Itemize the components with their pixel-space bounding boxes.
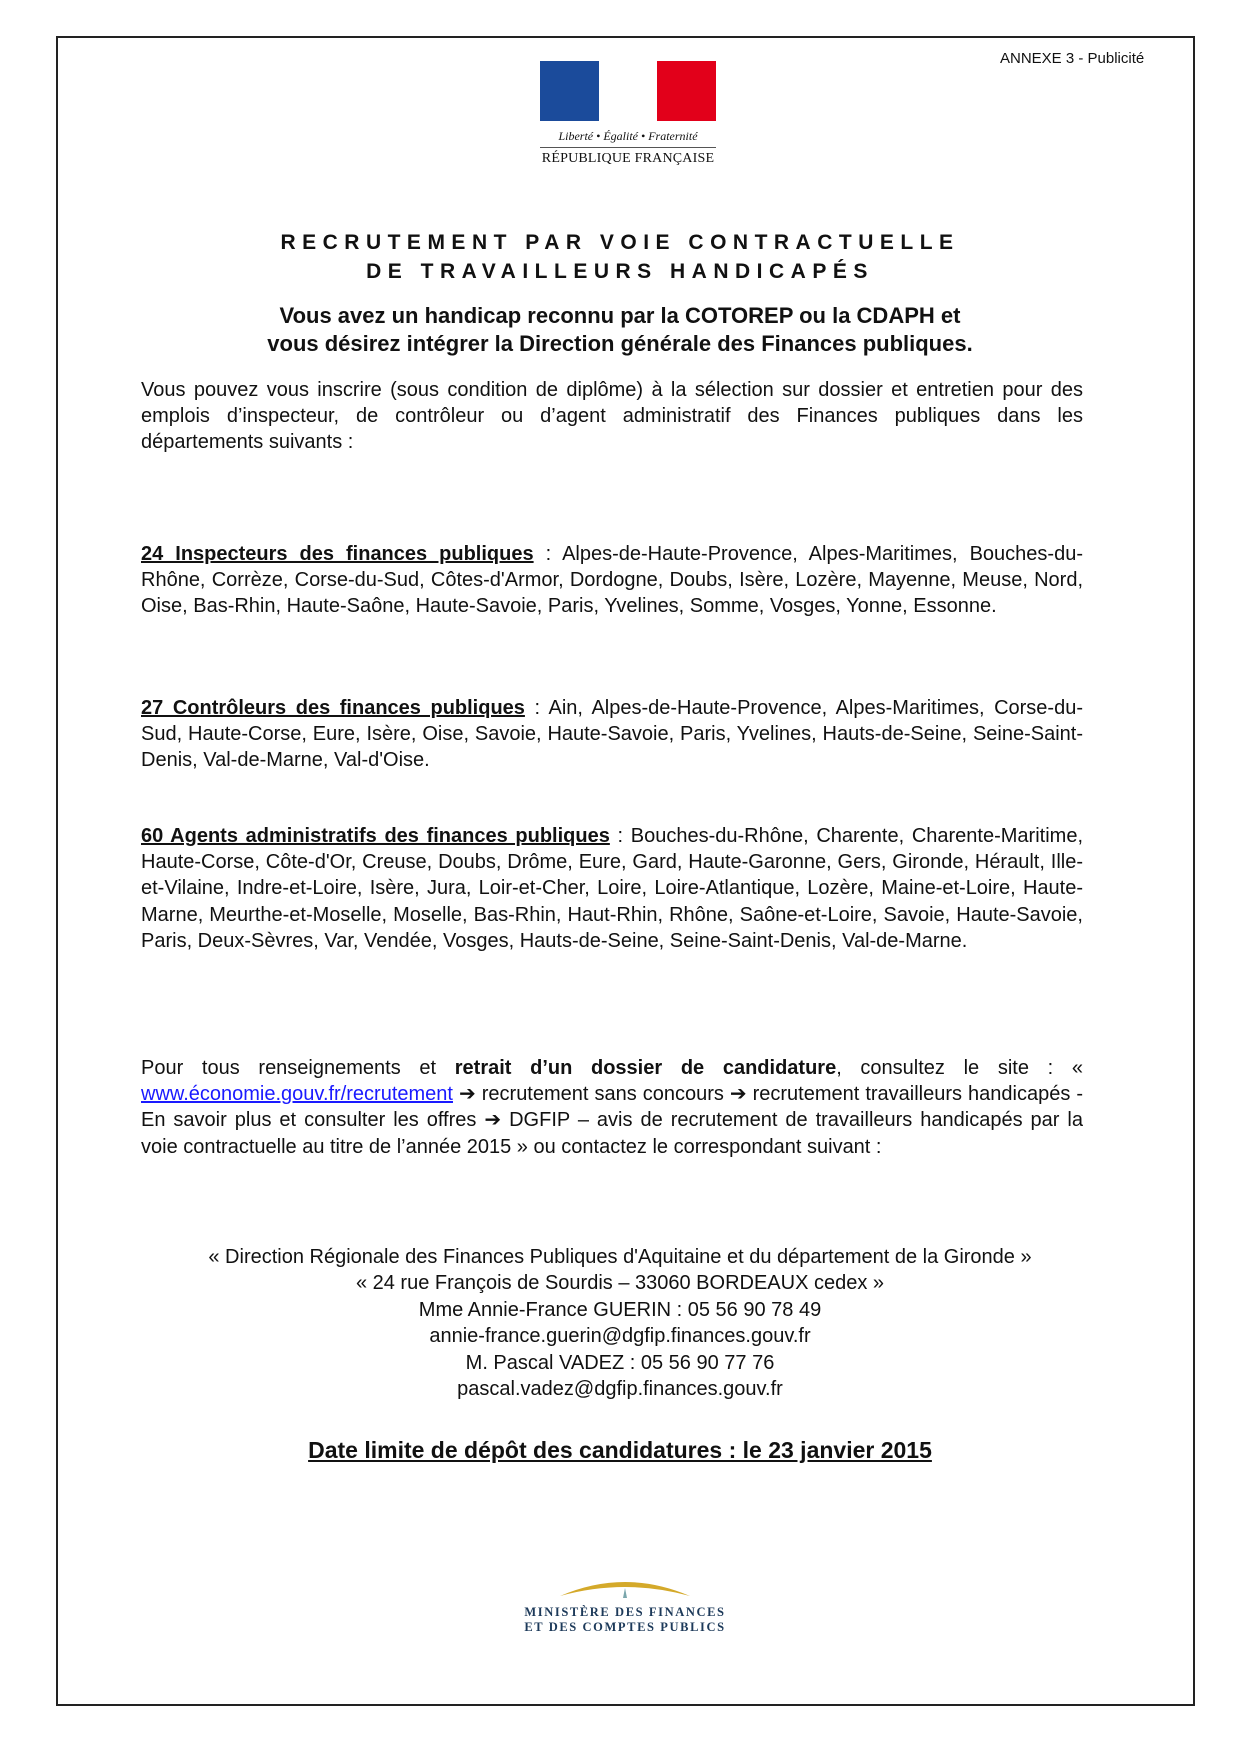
section-heading: 24 Inspecteurs des finances publiques (141, 543, 534, 565)
logo-motto: Liberté • Égalité • Fraternité (540, 129, 716, 148)
section-heading: 60 Agents administratifs des finances publiques (141, 825, 610, 847)
info-paragraph (141, 1055, 1083, 1160)
ministere-logo (515, 1570, 735, 1635)
subtitle-line-2: vous désirez intégrer la Direction générale des Finances publiques. (267, 331, 973, 356)
arc-icon (515, 1570, 735, 1600)
title-line-2: DE TRAVAILLEURS HANDICAPÉS (366, 260, 874, 283)
address-line: « 24 rue François de Sourdis – 33060 BORDEAUX cedex » (355, 1272, 885, 1295)
contact-email: annie-france.guerin@dgfip.finances.gouv.fr (429, 1325, 811, 1348)
section-agents (141, 823, 1083, 954)
section-controleurs (141, 695, 1083, 774)
info-text: Pour tous renseignements et (141, 1057, 455, 1079)
info-text: , consultez le site : « (836, 1057, 1084, 1079)
address-line: « Direction Régionale des Finances Publiques d'Aquitaine et du département de la Gironde » (208, 1246, 1032, 1268)
recrutement-link[interactable]: www.économie.gouv.fr/recrutement (141, 1083, 453, 1106)
ministry-line-2: ET DES COMPTES PUBLICS (524, 1620, 726, 1634)
section-text: : Alpes-de-Haute-Provence, Alpes-Maritimes, Bouches-du-Rhône, Corrèze, Corse-du-Sud, Côtes-d'Armor, Dordogne, Doubs, Isère, Lozère, Mayenne, Meuse, Nord, Oise, Bas-Rhin, Haute-Saône, Haute-Savoie, Paris, Yvelines, Somme, Vosges, Yonne, Essonne. (141, 543, 1083, 618)
info-text: ➔ recrutement sans concours ➔ recrutement travailleurs handicapés - En savoir plus et consulter les offres ➔ DGFIP – avis de recrutement de travailleurs handicapés par la voie contractuelle au titre de l’année 2015 » ou contactez le correspondant suivant : (141, 1083, 1083, 1158)
contact-address (0, 1244, 1240, 1402)
contact-phone: Mme Annie-France GUERIN : 05 56 90 78 49 (418, 1298, 822, 1321)
intro-paragraph: Vous pouvez vous inscrire (sous condition de diplôme) à la sélection sur dossier et entretien pour des emplois d’inspecteur, de contrôleur ou d’agent administratif des Finances publiques dans les départements suivants : (141, 379, 1083, 454)
contact-email: pascal.vadez@dgfip.finances.gouv.fr (457, 1378, 783, 1401)
page-title (0, 228, 1240, 286)
marianne-flag-icon (540, 61, 716, 121)
section-inspecteurs (141, 541, 1083, 620)
logo-name: RÉPUBLIQUE FRANÇAISE (541, 151, 715, 166)
subtitle (0, 302, 1240, 358)
section-heading: 27 Contrôleurs des finances publiques (141, 697, 525, 719)
info-bold: retrait d’un dossier de candidature (454, 1057, 837, 1079)
subtitle-line-1: Vous avez un handicap reconnu par la COTOREP ou la CDAPH et (279, 303, 961, 328)
deadline: Date limite de dépôt des candidatures : le 23 janvier 2015 (308, 1437, 932, 1463)
republique-francaise-logo (540, 61, 716, 167)
annexe-label: ANNEXE 3 - Publicité (1000, 50, 1145, 67)
title-line-1: RECRUTEMENT PAR VOIE CONTRACTUELLE (280, 231, 960, 254)
ministry-line-1: MINISTÈRE DES FINANCES (524, 1605, 726, 1619)
contact-phone: M. Pascal VADEZ : 05 56 90 77 76 (465, 1351, 775, 1374)
section-text: : Bouches-du-Rhône, Charente, Charente-Maritime, Haute-Corse, Côte-d'Or, Creuse, Doubs, Drôme, Eure, Gard, Haute-Garonne, Gers, Gironde, Hérault, Ille-et-Vilaine, Indre-et-Loire, Isère, Jura, Loir-et-Cher, Loire, Loire-Atlantique, Lozère, Maine-et-Loire, Haute-Marne, Meurthe-et-Moselle, Moselle, Bas-Rhin, Haut-Rhin, Rhône, Saône-et-Loire, Savoie, Haute-Savoie, Paris, Deux-Sèvres, Var, Vendée, Vosges, Hauts-de-Seine, Seine-Saint-Denis, Val-de-Marne. (141, 825, 1083, 952)
section-text: : Ain, Alpes-de-Haute-Provence, Alpes-Maritimes, Corse-du-Sud, Haute-Corse, Eure, Isère, Oise, Savoie, Haute-Savoie, Paris, Yvelines, Hauts-de-Seine, Seine-Saint-Denis, Val-de-Marne, Val-d'Oise. (141, 697, 1083, 772)
